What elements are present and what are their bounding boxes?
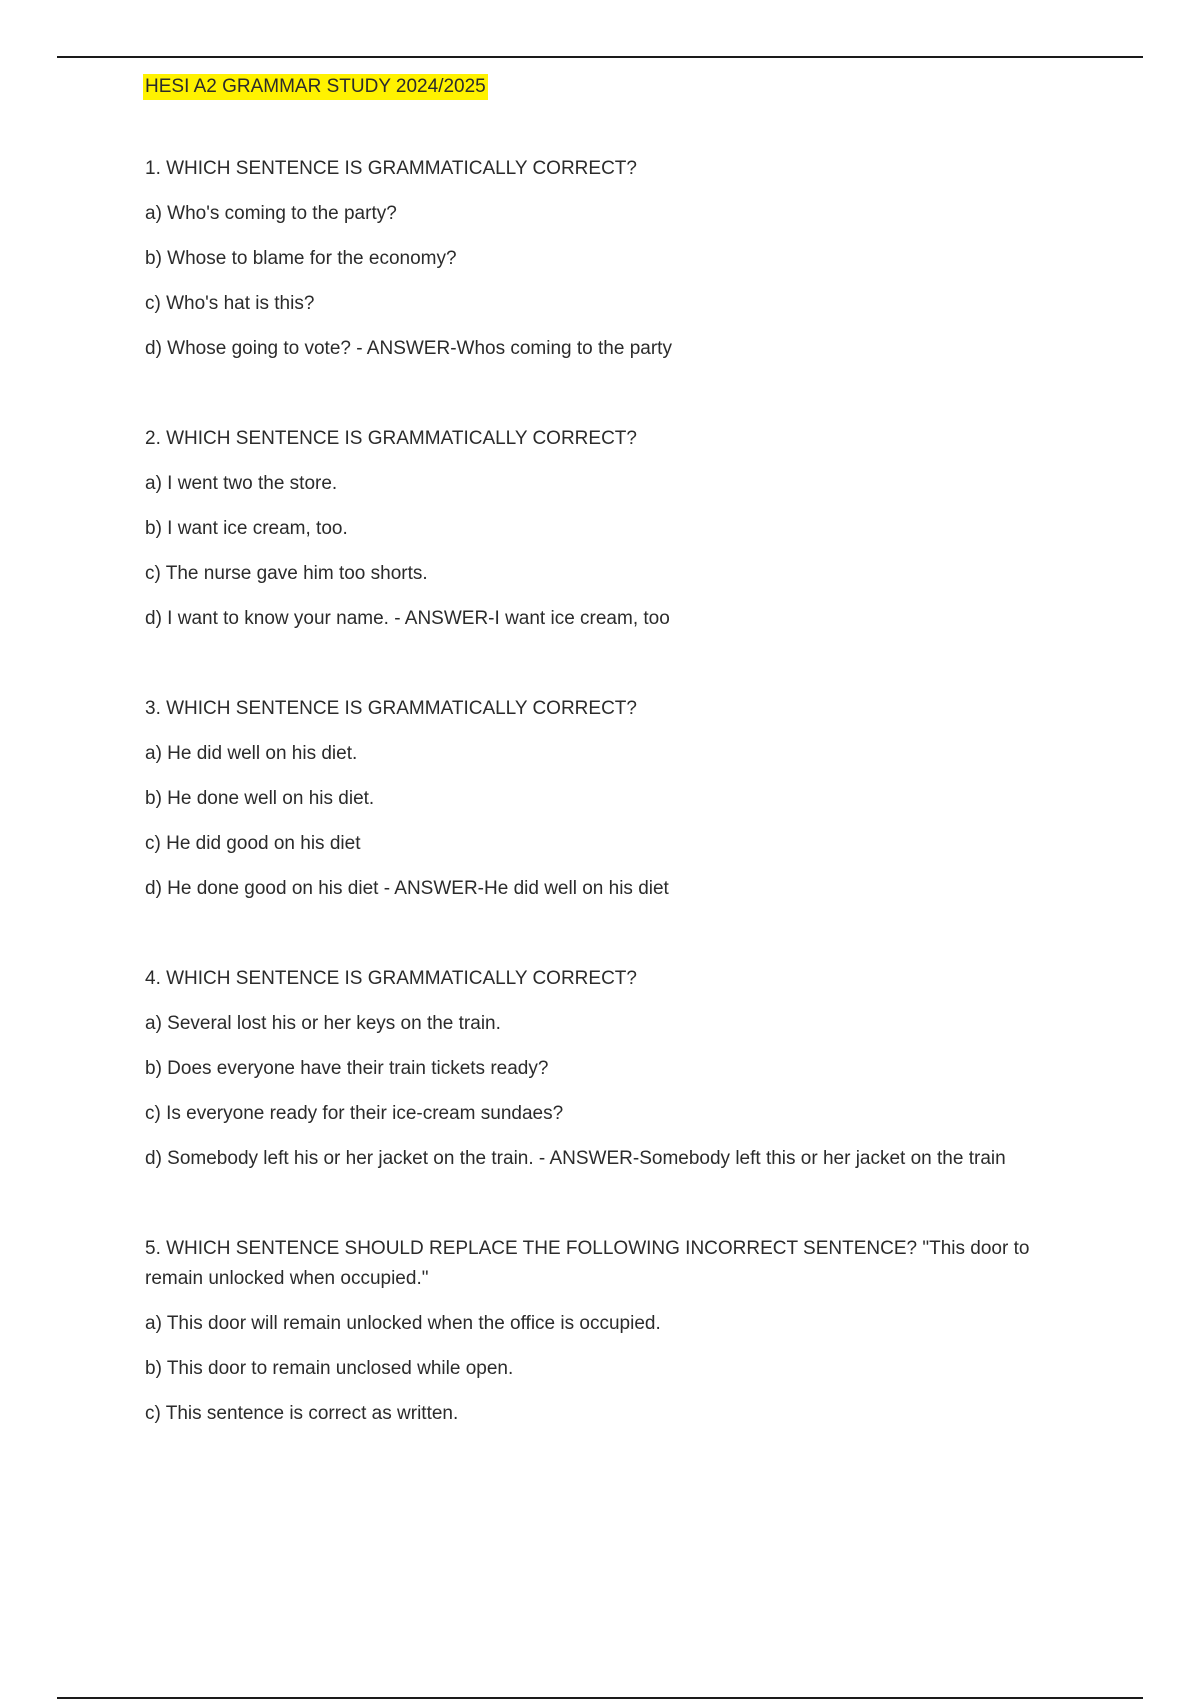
answer-option: d) He done good on his diet - ANSWER-He did well on his diet: [145, 878, 669, 899]
document-title: HESI A2 GRAMMAR STUDY 2024/2025: [143, 74, 488, 100]
top-rule: [57, 56, 1143, 58]
bottom-rule: [57, 1697, 1143, 1699]
answer-option: b) Does everyone have their train tickets ready?: [145, 1058, 549, 1079]
answer-option: b) Whose to blame for the economy?: [145, 248, 457, 269]
answer-option: c) He did good on his diet: [145, 833, 361, 854]
answer-option: a) Several lost his or her keys on the train.: [145, 1013, 501, 1034]
answer-option: a) I went two the store.: [145, 473, 338, 494]
answer-option: d) Somebody left his or her jacket on the train. - ANSWER-Somebody left this or her jacket on the train: [145, 1148, 1006, 1169]
answer-option: b) This door to remain unclosed while open.: [145, 1358, 514, 1379]
question-text: 3. WHICH SENTENCE IS GRAMMATICALLY CORRECT?: [145, 698, 637, 719]
document-body: [145, 72, 1085, 1429]
answer-option: c) Who's hat is this?: [145, 293, 315, 314]
answer-option: a) He did well on his diet.: [145, 743, 358, 764]
question-text: 2. WHICH SENTENCE IS GRAMMATICALLY CORRECT?: [145, 428, 637, 449]
question-text: 4. WHICH SENTENCE IS GRAMMATICALLY CORRECT?: [145, 968, 637, 989]
answer-option: b) He done well on his diet.: [145, 788, 375, 809]
question-2: [145, 424, 1085, 634]
answer-option: c) The nurse gave him too shorts.: [145, 563, 428, 584]
question-1: [145, 154, 1085, 364]
answer-option: d) I want to know your name. - ANSWER-I want ice cream, too: [145, 608, 670, 629]
question-5: [145, 1234, 1085, 1429]
title-block: [145, 72, 1085, 102]
answer-option: b) I want ice cream, too.: [145, 518, 348, 539]
question-text: 1. WHICH SENTENCE IS GRAMMATICALLY CORRECT?: [145, 158, 637, 179]
question-text: 5. WHICH SENTENCE SHOULD REPLACE THE FOLLOWING INCORRECT SENTENCE? "This door to remain unlocked when occupied.": [145, 1238, 1030, 1289]
question-3: [145, 694, 1085, 904]
question-4: [145, 964, 1085, 1174]
answer-option: a) This door will remain unlocked when the office is occupied.: [145, 1313, 661, 1334]
answer-option: c) This sentence is correct as written.: [145, 1403, 459, 1424]
answer-option: a) Who's coming to the party?: [145, 203, 397, 224]
answer-option: c) Is everyone ready for their ice-cream sundaes?: [145, 1103, 564, 1124]
answer-option: d) Whose going to vote? - ANSWER-Whos coming to the party: [145, 338, 672, 359]
